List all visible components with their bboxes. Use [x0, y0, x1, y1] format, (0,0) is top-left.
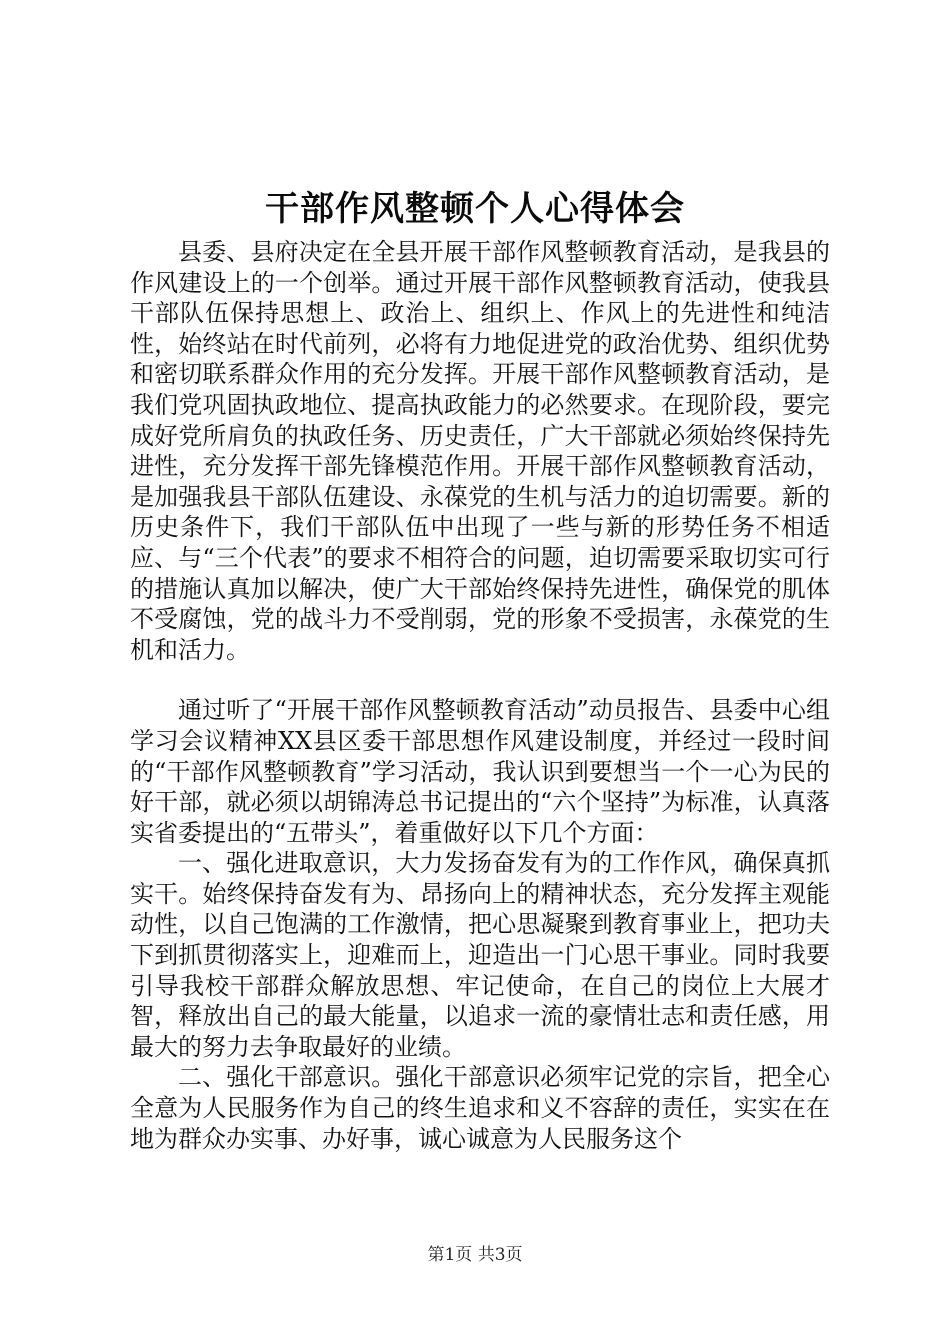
paragraph-spacer	[130, 665, 830, 695]
paragraph-intro: 县委、县府决定在全县开展干部作风整顿教育活动，是我县的作风建设上的一个创举。通过开展干部作风整顿教育活动，使我县干部队伍保持思想上、政治上、组织上、作风上的先进性和纯洁性，始终站在时代前列，必将有力地促进党的政治优势、组织优势和密切联系群众作用的充分发挥。开展干部作风整顿教育活动，是我们党巩固执政地位、提高执政能力的必然要求。在现阶段，要完成好党所肩负的执政任务、历史责任，广大干部就必须始终保持先进性，充分发挥干部先锋模范作用。开展干部作风整顿教育活动，是加强我县干部队伍建设、永葆党的生机与活力的迫切需要。新的历史条件下，我们干部队伍中出现了一些与新的形势任务不相适应、与“三个代表”的要求不相符合的问题，迫切需要采取切实可行的措施认真加以解决，使广大干部始终保持先进性，确保党的肌体不受腐蚀，党的战斗力不受削弱，党的形象不受损害，永葆党的生机和活力。	[130, 238, 830, 664]
paragraph-point-two: 二、强化干部意识。强化干部意识必须牢记党的宗旨，把全心全意为人民服务作为自己的终生追求和义不容辞的责任，实实在在地为群众办实事、办好事，诚心诚意为人民服务这个	[130, 1063, 830, 1153]
document-body	[130, 237, 830, 1154]
document-title: 干部作风整顿个人心得体会	[265, 189, 685, 229]
paragraph-point-one: 一、强化进取意识，大力发扬奋发有为的工作作风，确保真抓实干。始终保持奋发有为、昂扬向上的精神状态，充分发挥主观能动性，以自己饱满的工作激情，把心思凝聚到教育事业上，把功夫下到抓贯彻落实上，迎难而上，迎造出一门心思干事业。同时我要引导我校干部群众解放思想、牢记使命，在自己的岗位上大展才智，释放出自己的最大能量，以追求一流的豪情壮志和责任感，用最大的努力去争取最好的业绩。	[130, 849, 830, 1061]
page-number-footer: 第1页 共3页	[427, 1245, 523, 1265]
paragraph-learning: 通过听了“开展干部作风整顿教育活动”动员报告、县委中心组学习会议精神XX县区委干部思想作风建设制度，并经过一段时间的“干部作风整顿教育”学习活动，我认识到要想当一个一心为民的好干部，就必须以胡锦涛总书记提出的“六个坚持”为标准，认真落实省委提出的“五带头”，着重做好以下几个方面：	[130, 696, 830, 847]
